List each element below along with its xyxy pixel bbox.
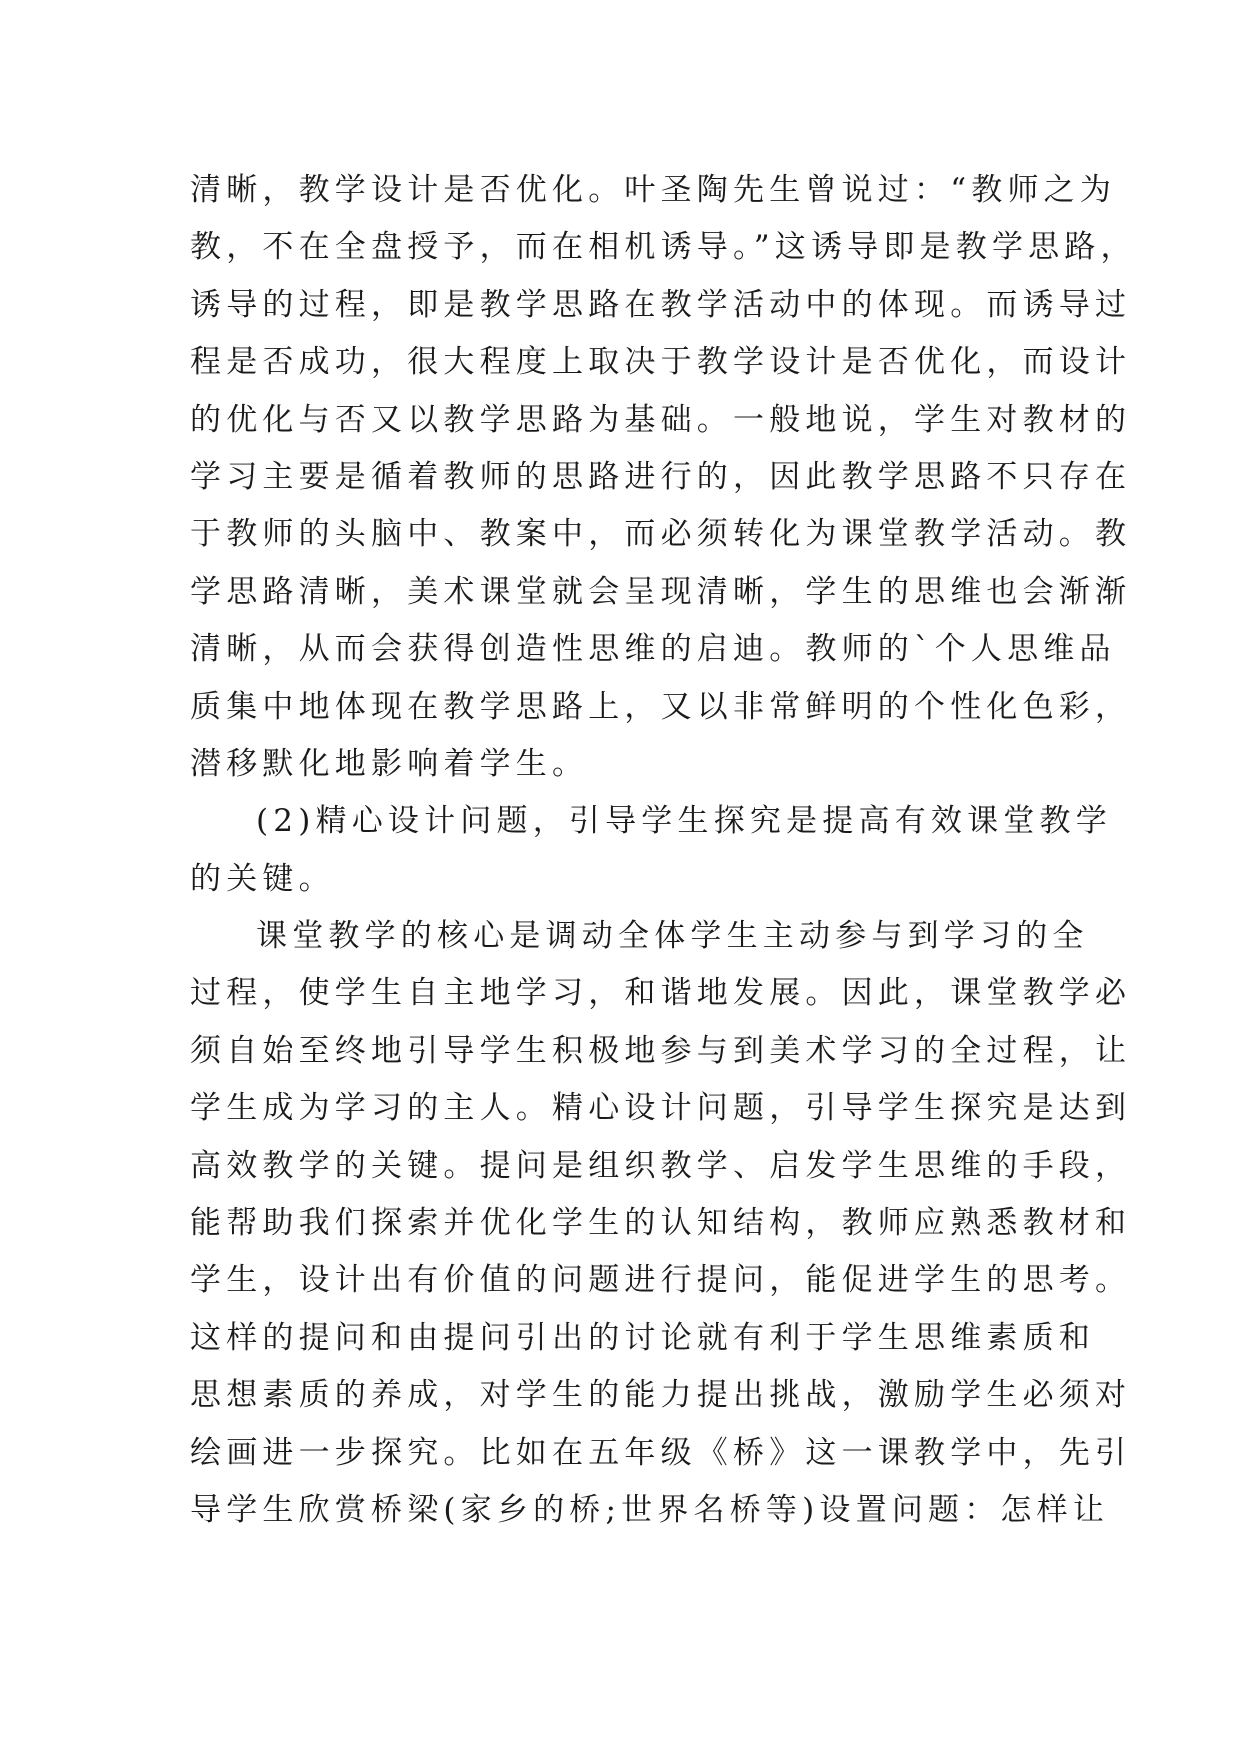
text-line: 诱导的过程，即是教学思路在教学活动中的体现。而诱导过 xyxy=(190,286,1132,323)
text-line: 于教师的头脑中、教案中，而必须转化为课堂教学活动。教 xyxy=(190,516,1132,553)
text-line: 学生，设计出有价值的问题进行提问，能促进学生的思考。 xyxy=(190,1262,1132,1299)
paragraph-start: 课堂教学的核心是调动全体学生主动参与到学习的全 xyxy=(256,918,1089,955)
text-line: 学习主要是循着教师的思路进行的，因此教学思路不只存在 xyxy=(190,458,1132,495)
text-line: 高效教学的关键。提问是组织教学、启发学生思维的手段， xyxy=(190,1147,1132,1184)
text-line: 教，不在全盘授予，而在相机诱导。”这诱导即是教学思路， xyxy=(190,229,1137,266)
text-line: 的优化与否又以教学思路为基础。一般地说，学生对教材的 xyxy=(190,401,1132,438)
text-line: 过程，使学生自主地学习，和谐地发展。因此，课堂教学必 xyxy=(190,975,1132,1012)
text-line: 学生成为学习的主人。精心设计问题，引导学生探究是达到 xyxy=(190,1090,1132,1127)
text-line: 能帮助我们探索并优化学生的认知结构，教师应熟悉教材和 xyxy=(190,1205,1132,1242)
text-line: 导学生欣赏桥梁(家乡的桥;世界名桥等)设置问题：怎样让 xyxy=(190,1491,1110,1528)
text-line: 这样的提问和由提问引出的讨论就有利于学生思维素质和 xyxy=(190,1319,1095,1356)
text-line: 清晰，教学设计是否优化。叶圣陶先生曾说过：“教师之为 xyxy=(190,172,1117,208)
text-line: 须自始至终地引导学生积极地参与到美术学习的全过程，让 xyxy=(190,1032,1132,1069)
section-heading: (2)精心设计问题，引导学生探究是提高有效课堂教学 xyxy=(256,803,1112,840)
text-line: 质集中地体现在教学思路上，又以非常鲜明的个性化色彩， xyxy=(190,688,1132,725)
text-line: 学思路清晰，美术课堂就会呈现清晰，学生的思维也会渐渐 xyxy=(190,573,1132,610)
text-line: 的关键。 xyxy=(190,860,335,897)
body-text xyxy=(190,162,1137,1539)
text-line: 思想素质的养成，对学生的能力提出挑战，激励学生必须对 xyxy=(190,1377,1132,1414)
text-line: 绘画进一步探究。比如在五年级《桥》这一课教学中，先引 xyxy=(190,1434,1132,1471)
text-line: 清晰，从而会获得创造性思维的启迪。教师的`个人思维品 xyxy=(190,631,1116,668)
text-line: 潜移默化地影响着学生。 xyxy=(190,745,589,782)
text-line: 程是否成功，很大程度上取决于教学设计是否优化，而设计 xyxy=(190,344,1132,381)
